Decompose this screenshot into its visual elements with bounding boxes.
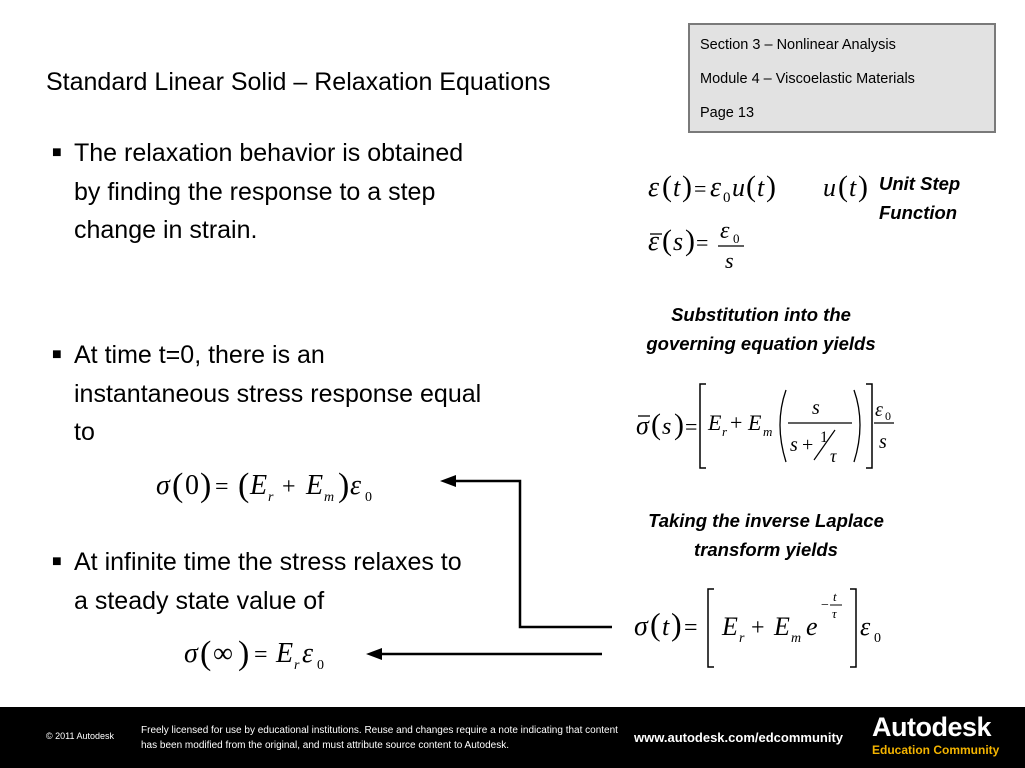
svg-text:σ: σ: [636, 411, 649, 440]
section-label: Section 3 – Nonlinear Analysis: [700, 37, 896, 53]
svg-text:(: (: [650, 606, 661, 642]
svg-text:u: u: [823, 173, 836, 202]
svg-text:): ): [238, 635, 250, 672]
svg-text:0: 0: [365, 490, 372, 505]
svg-text:): ): [682, 170, 692, 203]
bullet-marker: ■: [52, 553, 62, 570]
bullet-marker: ■: [52, 346, 62, 363]
svg-text:E: E: [774, 612, 790, 641]
education-community-label: Education Community: [872, 743, 1000, 757]
svg-text:E: E: [708, 410, 722, 435]
slide-title: Standard Linear Solid – Relaxation Equations: [46, 68, 551, 96]
bullet-text: At infinite time the stress relaxes to a steady state value of: [74, 548, 462, 615]
arrow-to-initial-stress: [450, 481, 612, 627]
svg-text:u: u: [732, 173, 745, 202]
svg-text:0: 0: [885, 409, 891, 423]
svg-text:0: 0: [874, 631, 881, 646]
svg-text:=: =: [694, 176, 707, 201]
svg-text:σ: σ: [634, 611, 648, 642]
svg-text:E: E: [748, 410, 762, 435]
svg-text:): ): [671, 606, 682, 642]
svg-text:(: (: [662, 224, 672, 257]
svg-text:+: +: [282, 474, 296, 500]
svg-text:0: 0: [733, 231, 740, 246]
svg-text:ε: ε: [302, 638, 314, 669]
svg-text:+: +: [802, 434, 814, 456]
arrow-head-steady: [366, 648, 382, 660]
svg-text:): ): [766, 170, 776, 203]
svg-text:r: r: [294, 658, 300, 673]
svg-text:=: =: [684, 615, 698, 641]
svg-text:t: t: [757, 173, 765, 202]
svg-text:τ: τ: [830, 446, 837, 466]
inverse-laplace-note: Taking the inverse Laplace transform yields: [648, 510, 884, 560]
bullet-marker: ■: [52, 144, 62, 161]
bullet-text: The relaxation behavior is obtained by finding the response to a step change in strain.: [74, 139, 464, 244]
module-label: Module 4 – Viscoelastic Materials: [700, 71, 915, 87]
svg-text:ε: ε: [648, 226, 660, 257]
svg-text:E: E: [276, 638, 294, 669]
svg-text:σ: σ: [156, 470, 170, 501]
svg-text:s: s: [725, 248, 734, 270]
svg-text:ε: ε: [720, 218, 730, 244]
unit-step-note: Unit Step Function: [879, 173, 961, 223]
svg-text:E: E: [722, 612, 738, 641]
svg-text:t: t: [849, 173, 857, 202]
page-label: Page 13: [700, 105, 755, 121]
svg-text:s: s: [790, 434, 798, 456]
svg-text:−: −: [821, 598, 829, 613]
svg-text:(: (: [746, 170, 756, 203]
svg-text:ε: ε: [860, 612, 871, 641]
svg-text:τ: τ: [832, 606, 837, 621]
svg-text:e: e: [806, 612, 818, 641]
svg-text:E: E: [250, 470, 268, 501]
svg-text:): ): [338, 467, 350, 504]
svg-text:r: r: [722, 424, 728, 439]
copyright-text: © 2011 Autodesk: [46, 731, 115, 741]
svg-text:ε: ε: [350, 470, 362, 501]
svg-text:(: (: [838, 170, 848, 203]
svg-text:t: t: [662, 612, 670, 641]
substitution-note: Substitution into the governing equation yields: [646, 304, 876, 354]
svg-text:s: s: [879, 431, 887, 453]
community-link[interactable]: www.autodesk.com/edcommunity: [634, 730, 844, 745]
svg-text:ε: ε: [710, 172, 722, 203]
svg-text:ε: ε: [648, 172, 660, 203]
svg-text:m: m: [324, 490, 335, 505]
footer-bar: [0, 707, 1025, 768]
svg-text:m: m: [791, 631, 802, 646]
autodesk-logo: Autodesk: [872, 712, 992, 742]
svg-text:0: 0: [723, 190, 731, 206]
svg-text:=: =: [215, 474, 229, 500]
svg-text:0: 0: [185, 470, 199, 501]
svg-text:r: r: [739, 631, 745, 646]
svg-text:): ): [858, 170, 868, 203]
svg-text:m: m: [763, 424, 773, 439]
svg-text:s: s: [662, 414, 672, 440]
svg-text:ε: ε: [875, 399, 883, 421]
svg-text:t: t: [833, 589, 837, 604]
svg-text:r: r: [268, 490, 274, 505]
svg-text:+: +: [751, 615, 765, 641]
svg-text:=: =: [685, 414, 698, 439]
svg-text:s: s: [673, 227, 684, 256]
svg-text:∞: ∞: [213, 638, 233, 669]
svg-text:(: (: [238, 467, 250, 504]
svg-text:σ: σ: [184, 638, 198, 669]
license-text: Freely licensed for use by educational institutions. Reuse and changes require a note indicating that content has been modified from the original, and must attribute source content to Autodesk.: [141, 725, 618, 751]
svg-text:(: (: [662, 170, 672, 203]
svg-text:): ): [685, 224, 695, 257]
svg-text:E: E: [306, 470, 324, 501]
svg-text:+: +: [730, 410, 743, 435]
svg-text:=: =: [254, 642, 268, 668]
svg-text:(: (: [651, 408, 661, 441]
svg-text:(: (: [200, 635, 212, 672]
svg-text:): ): [200, 467, 212, 504]
svg-text:s: s: [812, 397, 820, 419]
svg-text:1: 1: [820, 429, 828, 446]
svg-text:): ): [674, 408, 684, 441]
svg-text:0: 0: [317, 658, 324, 673]
svg-text:t: t: [673, 173, 681, 202]
svg-text:(: (: [172, 467, 184, 504]
bullet-text: At time t=0, there is an instantaneous stress response equal to: [74, 341, 482, 446]
svg-text:=: =: [696, 230, 709, 255]
arrow-head-initial: [440, 475, 456, 487]
